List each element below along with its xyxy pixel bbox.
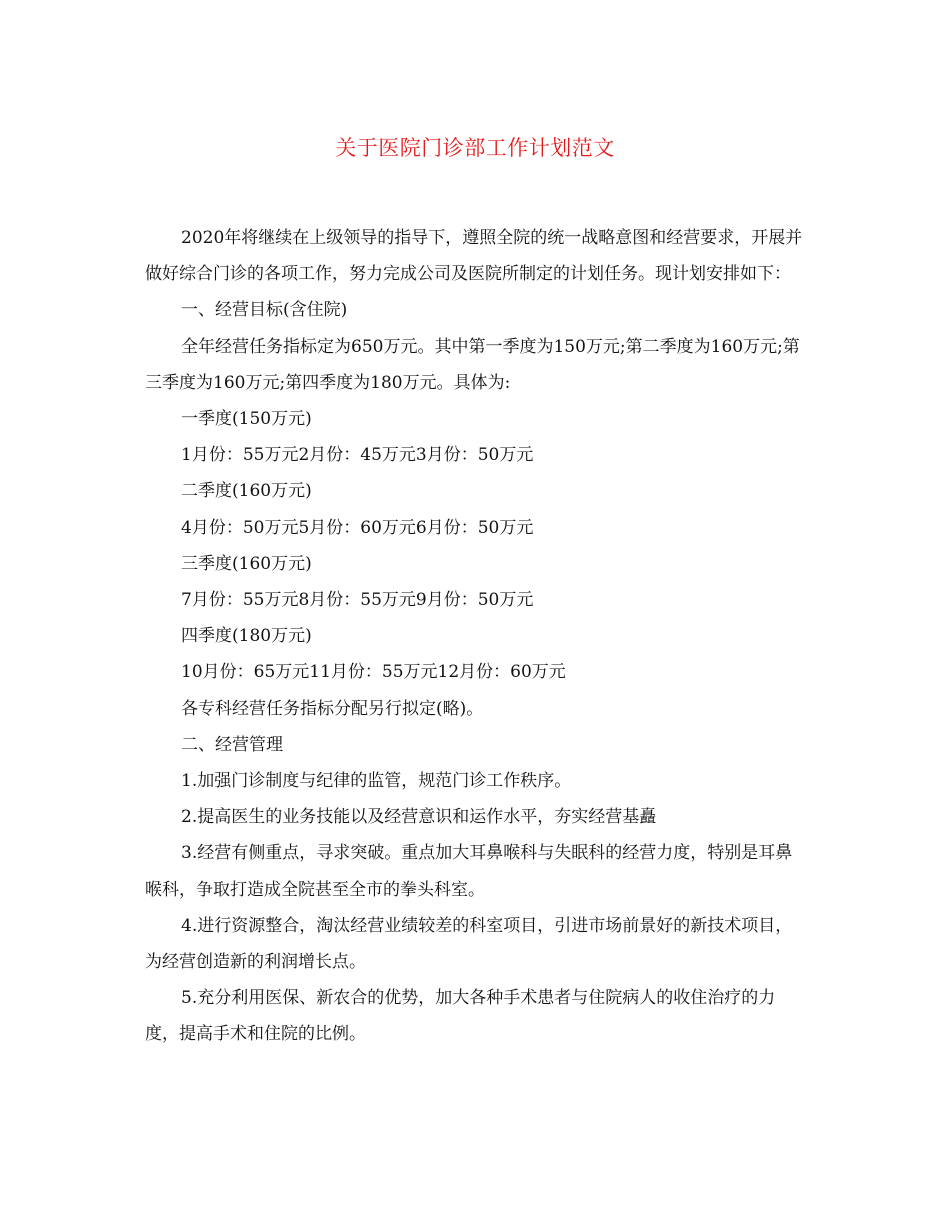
management-item-2: 2.提高医生的业务技能以及经营意识和运作水平，夯实经营基矗 <box>181 807 657 828</box>
quarter-1-heading: 一季度(150万元) <box>181 409 312 430</box>
quarter-3-months: 7月份：55万元8月份：55万元9月份：50万元 <box>181 590 534 611</box>
heading-business-management: 二、经营管理 <box>181 734 283 755</box>
quarter-1-months: 1月份：55万元2月份：45万元3月份：50万元 <box>181 445 534 466</box>
paragraph-specialty-targets: 各专科经营任务指标分配另行拟定(略)。 <box>181 698 484 719</box>
management-item-4: 4.进行资源整合，淘汰经营业绩较差的科室项目，引进市场前景好的新技术项目，为经营创造新的利润增长点。 <box>145 915 793 973</box>
quarter-2-months: 4月份：50万元5月份：60万元6月份：50万元 <box>181 517 534 538</box>
management-item-3: 3.经营有侧重点，寻求突破。重点加大耳鼻喉科与失眠科的经营力度，特别是耳鼻喉科，争取打造成全院甚至全市的拳头科室。 <box>145 843 793 900</box>
paragraph-annual-target: 全年经营任务指标定为650万元。其中第一季度为150万元;第二季度为160万元;第三季度为160万元;第四季度为180万元。具体为: <box>145 336 800 393</box>
document-title: 关于医院门诊部工作计划范文 <box>335 136 615 160</box>
heading-business-goals: 一、经营目标(含住院) <box>181 300 348 321</box>
quarter-2-heading: 二季度(160万元) <box>181 481 312 502</box>
quarter-3-heading: 三季度(160万元) <box>181 553 312 574</box>
management-item-1: 1.加强门诊制度与纪律的监管，规范门诊工作秩序。 <box>181 771 572 792</box>
quarter-4-months: 10月份：65万元11月份：55万元12月份：60万元 <box>181 662 566 683</box>
quarter-4-heading: 四季度(180万元) <box>181 626 312 647</box>
management-item-5: 5.充分利用医保、新农合的优势，加大各种手术患者与住院病人的收住治疗的力度，提高手术和住院的比例。 <box>145 988 776 1045</box>
paragraph-intro: 2020年将继续在上级领导的指导下，遵照全院的统一战略意图和经营要求，开展并做好综合门诊的各项工作，努力完成公司及医院所制定的计划任务。现计划安排如下： <box>145 228 803 285</box>
document-body <box>145 220 805 1053</box>
